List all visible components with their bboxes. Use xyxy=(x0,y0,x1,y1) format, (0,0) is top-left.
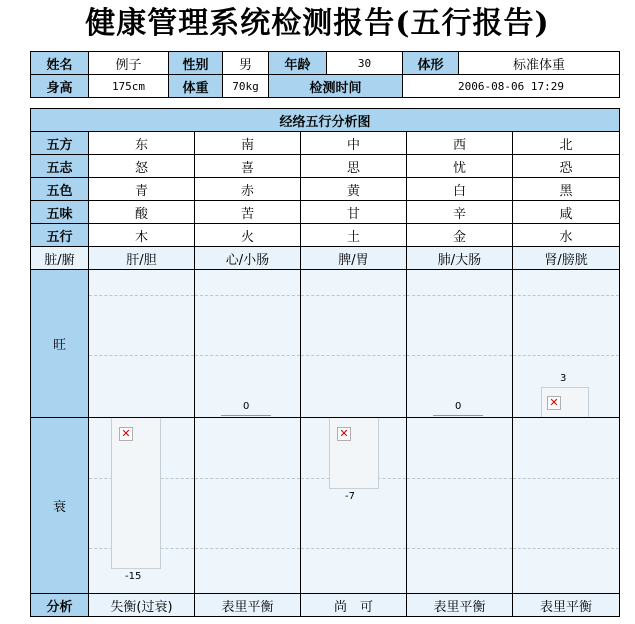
patient-info-table xyxy=(30,51,620,98)
row-label-emotion: 五志 xyxy=(31,155,89,178)
gridline xyxy=(407,548,512,549)
gridline xyxy=(301,355,406,356)
cell-emotion: 喜 xyxy=(195,155,301,178)
cell-element: 土 xyxy=(301,224,407,247)
gridline xyxy=(301,295,406,296)
weak-cell xyxy=(513,418,620,594)
value-label: 0 xyxy=(243,401,250,412)
cell-element: 金 xyxy=(407,224,513,247)
value-label: -15 xyxy=(125,571,142,582)
row-label-organ: 脏/腑 xyxy=(31,247,89,270)
name-value: 例子 xyxy=(89,52,169,75)
cell-element: 木 xyxy=(89,224,195,247)
weak-cell xyxy=(407,418,513,594)
strong-plot xyxy=(513,270,619,417)
result-cell: 表里平衡 xyxy=(513,594,620,617)
row-label-result: 分析 xyxy=(31,594,89,617)
gridline xyxy=(513,548,619,549)
weak-plot xyxy=(301,418,406,593)
value-label: 0 xyxy=(455,401,462,412)
weak-plot xyxy=(513,418,619,593)
sex-label: 性别 xyxy=(169,52,223,75)
gridline xyxy=(513,295,619,296)
zero-baseline xyxy=(221,415,271,416)
gridline xyxy=(89,295,194,296)
cell-emotion: 怒 xyxy=(89,155,195,178)
gridline xyxy=(195,295,300,296)
cell-taste: 酸 xyxy=(89,201,195,224)
weight-value: 70kg xyxy=(223,75,269,98)
cell-color: 青 xyxy=(89,178,195,201)
row-label-element: 五行 xyxy=(31,224,89,247)
cell-organ: 肺/大肠 xyxy=(407,247,513,270)
cell-organ: 脾/胃 xyxy=(301,247,407,270)
cell-emotion: 思 xyxy=(301,155,407,178)
zero-baseline xyxy=(433,415,483,416)
analysis-header: 经络五行分析图 xyxy=(31,109,620,132)
row-label-strong: 旺 xyxy=(31,270,89,418)
sex-value: 男 xyxy=(223,52,269,75)
broken-image-icon: ✕ xyxy=(547,396,561,410)
value-label: 3 xyxy=(560,373,567,384)
weak-cell xyxy=(89,418,195,594)
result-cell: 表里平衡 xyxy=(195,594,301,617)
row-label-weak: 衰 xyxy=(31,418,89,594)
gridline xyxy=(89,355,194,356)
strong-cell xyxy=(407,270,513,418)
result-cell: 表里平衡 xyxy=(407,594,513,617)
cell-organ: 肾/膀胱 xyxy=(513,247,620,270)
gridline xyxy=(513,355,619,356)
cell-taste: 辛 xyxy=(407,201,513,224)
gridline xyxy=(513,478,619,479)
cell-direction: 北 xyxy=(513,132,620,155)
weak-cell xyxy=(195,418,301,594)
cell-organ: 心/小肠 xyxy=(195,247,301,270)
gridline xyxy=(407,355,512,356)
height-value: 175cm xyxy=(89,75,169,98)
result-cell: 失衡(过衰) xyxy=(89,594,195,617)
strong-plot xyxy=(195,270,300,417)
cell-element: 水 xyxy=(513,224,620,247)
strong-cell xyxy=(195,270,301,418)
cell-taste: 苦 xyxy=(195,201,301,224)
name-label: 姓名 xyxy=(31,52,89,75)
gridline xyxy=(407,295,512,296)
weak-plot xyxy=(89,418,194,593)
cell-organ: 肝/胆 xyxy=(89,247,195,270)
body-type-value: 标准体重 xyxy=(459,52,620,75)
cell-taste: 甘 xyxy=(301,201,407,224)
cell-color: 赤 xyxy=(195,178,301,201)
cell-emotion: 忧 xyxy=(407,155,513,178)
cell-direction: 南 xyxy=(195,132,301,155)
strong-cell xyxy=(513,270,620,418)
weak-plot xyxy=(195,418,300,593)
strong-cell xyxy=(89,270,195,418)
result-cell: 尚 可 xyxy=(301,594,407,617)
row-label-color: 五色 xyxy=(31,178,89,201)
gridline xyxy=(195,548,300,549)
cell-element: 火 xyxy=(195,224,301,247)
cell-color: 黄 xyxy=(301,178,407,201)
report-title: 健康管理系统检测报告(五行报告) xyxy=(85,6,550,41)
five-elements-table xyxy=(30,108,620,617)
cell-direction: 东 xyxy=(89,132,195,155)
cell-direction: 中 xyxy=(301,132,407,155)
gridline xyxy=(195,355,300,356)
body-type-label: 体形 xyxy=(403,52,459,75)
cell-taste: 咸 xyxy=(513,201,620,224)
cell-emotion: 恐 xyxy=(513,155,620,178)
cell-color: 白 xyxy=(407,178,513,201)
test-time-value: 2006-08-06 17:29 xyxy=(403,75,620,98)
strong-cell xyxy=(301,270,407,418)
broken-image-icon: ✕ xyxy=(119,427,133,441)
broken-image-icon: ✕ xyxy=(337,427,351,441)
value-label: -7 xyxy=(345,491,355,502)
row-label-taste: 五味 xyxy=(31,201,89,224)
age-label: 年龄 xyxy=(269,52,327,75)
weak-cell xyxy=(301,418,407,594)
cell-direction: 西 xyxy=(407,132,513,155)
gridline xyxy=(407,478,512,479)
weight-label: 体重 xyxy=(169,75,223,98)
gridline xyxy=(301,548,406,549)
strong-plot xyxy=(301,270,406,417)
gridline xyxy=(195,478,300,479)
test-time-label: 检测时间 xyxy=(269,75,403,98)
strong-plot xyxy=(407,270,512,417)
height-label: 身高 xyxy=(31,75,89,98)
weak-plot xyxy=(407,418,512,593)
cell-color: 黑 xyxy=(513,178,620,201)
age-value: 30 xyxy=(327,52,403,75)
row-label-direction: 五方 xyxy=(31,132,89,155)
strong-plot xyxy=(89,270,194,417)
